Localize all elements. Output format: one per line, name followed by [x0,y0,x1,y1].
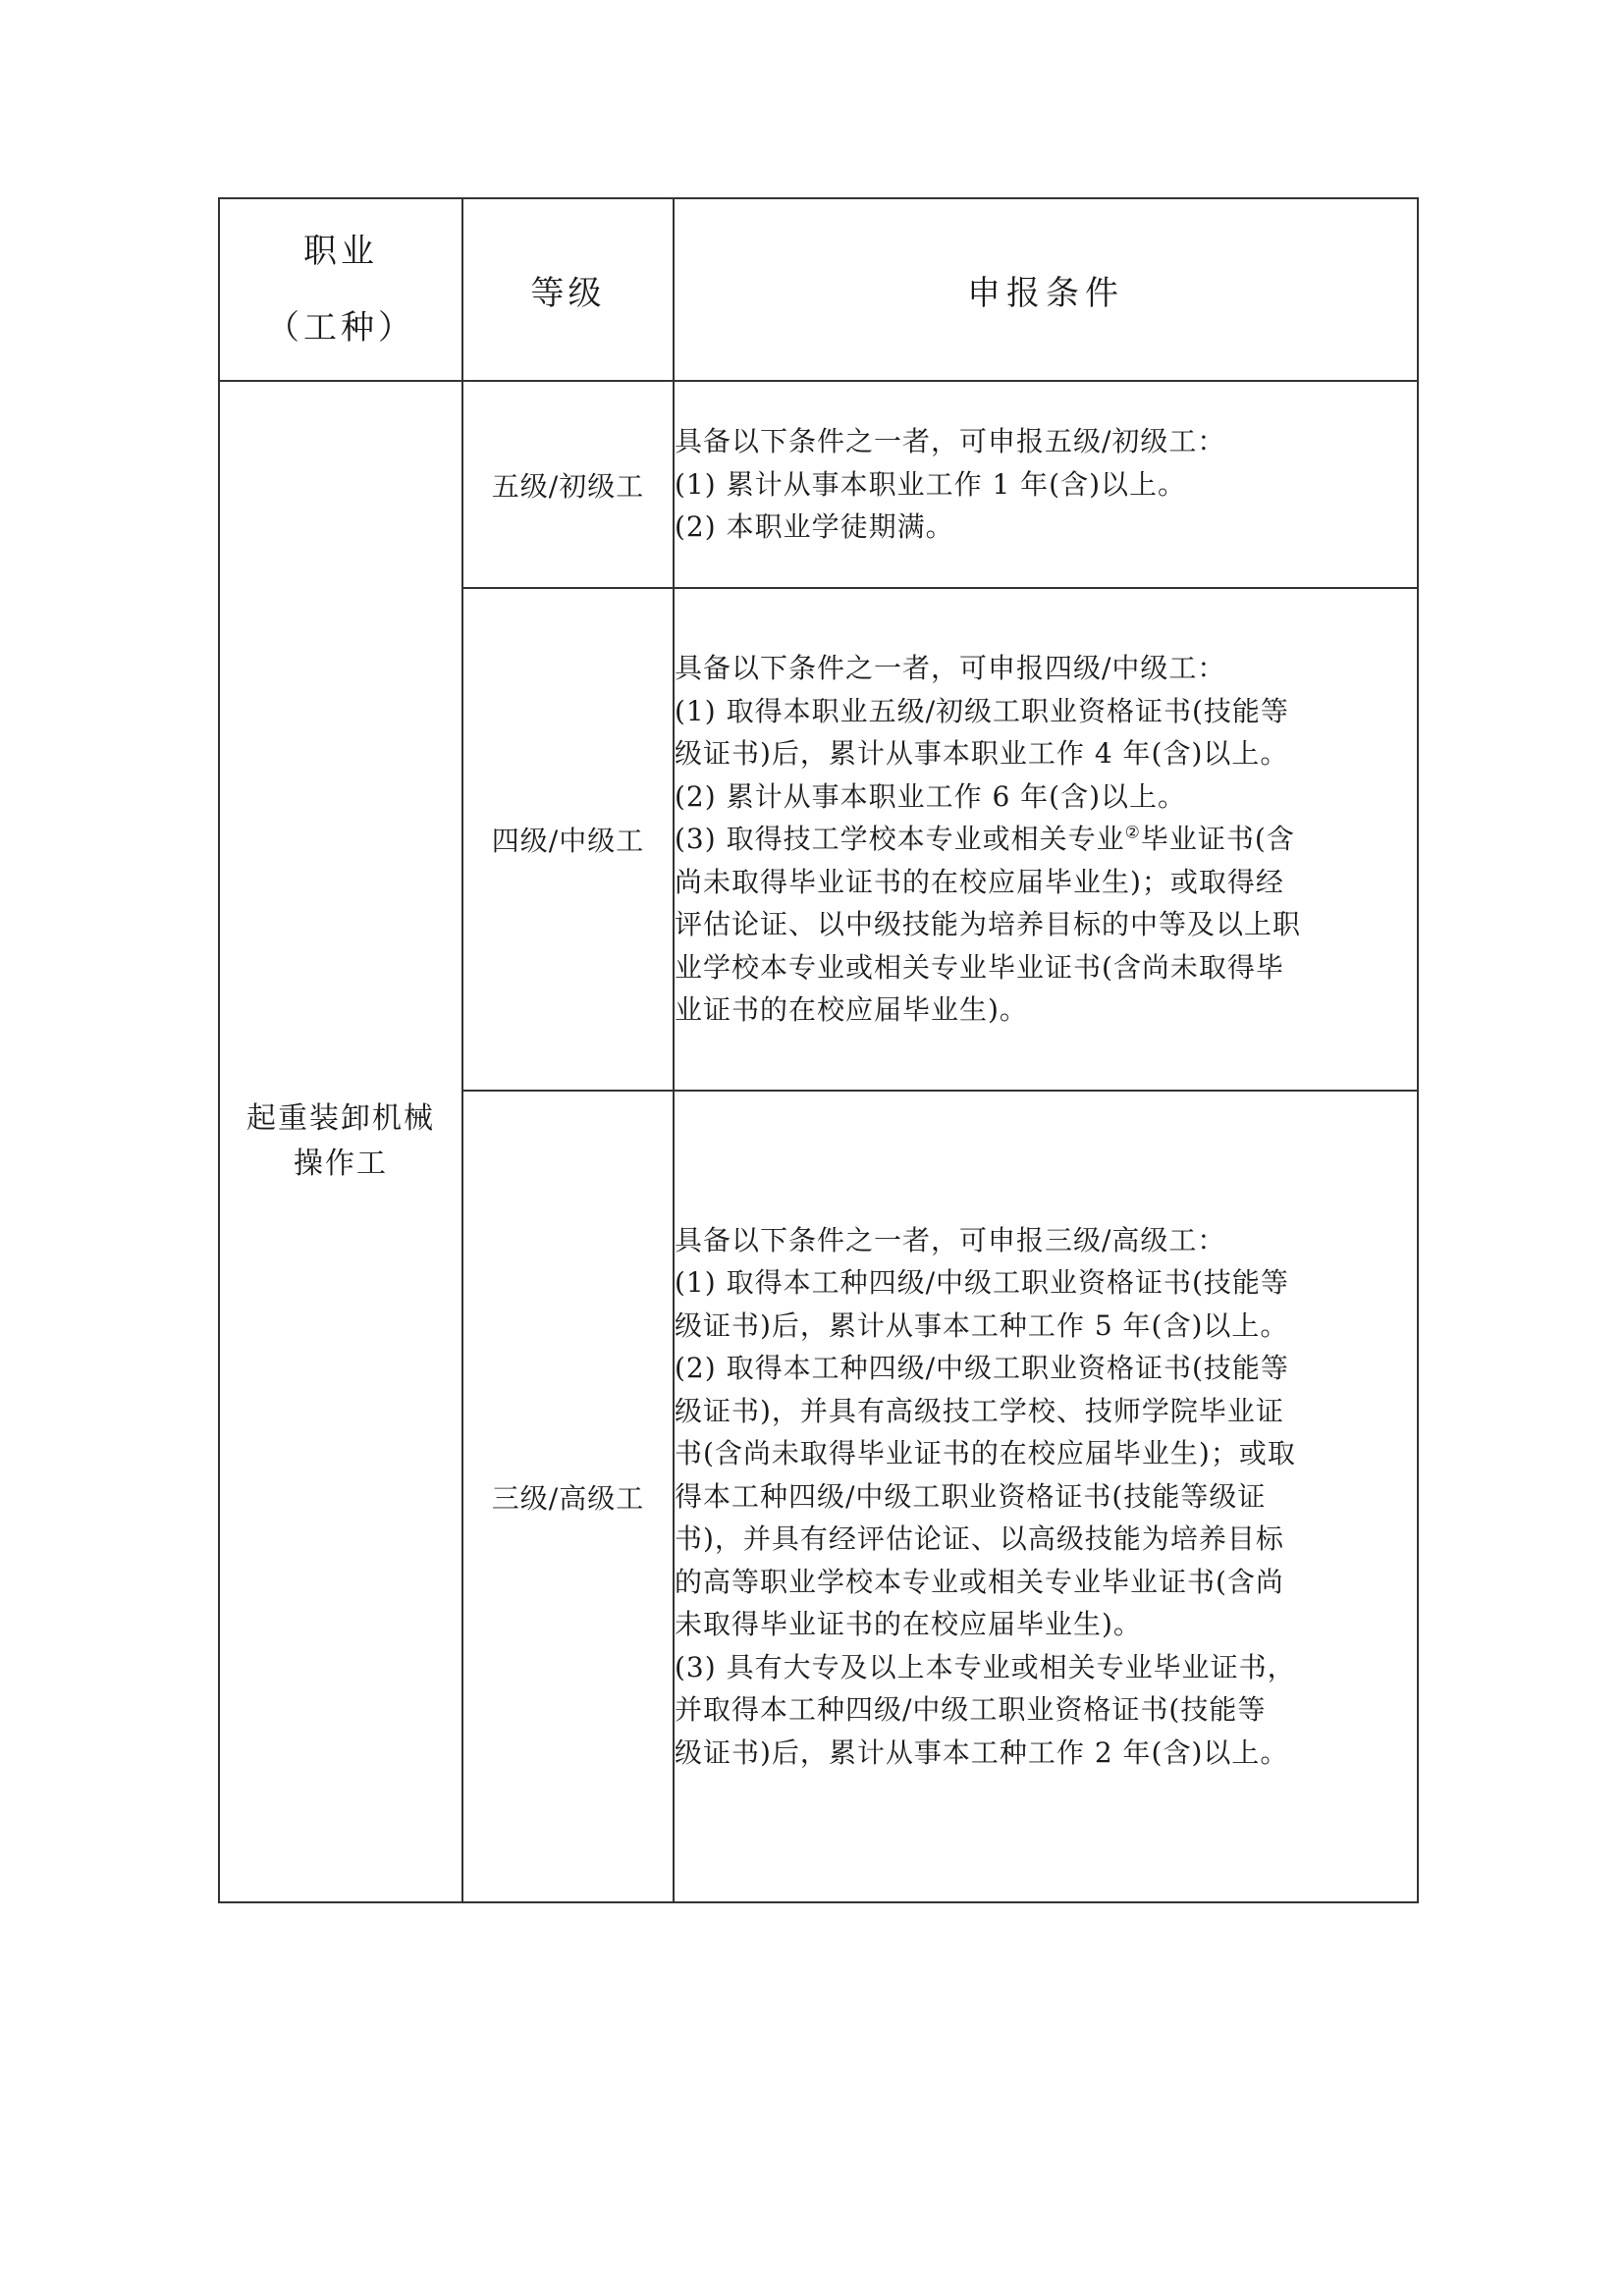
condition-line: (1) 取得本职业五级/初级工职业资格证书(技能等 [675,694,1289,727]
table-header-row [219,198,1418,381]
occupation-name-line1: 起重装卸机械 [246,1101,435,1136]
condition-line: 尚未取得毕业证书的在校应届毕业生)；或取得经 [675,865,1284,898]
level-cell: 五级/初级工 [462,381,674,588]
condition-line-tail: 毕业证书(含 [1140,823,1295,856]
condition-line: 未取得毕业证书的在校应届毕业生)。 [675,1608,1142,1641]
condition-line: 书(含尚未取得毕业证书的在校应届毕业生)；或取 [675,1437,1296,1470]
condition-line [675,818,1417,861]
condition-line: 具备以下条件之一者，可申报四级/中级工： [675,652,1226,685]
occupation-cell [219,381,462,1902]
condition-line: (2) 本职业学徒期满。 [675,510,954,544]
condition-line: 具备以下条件之一者，可申报五级/初级工： [675,425,1226,458]
condition-line: 具备以下条件之一者，可申报三级/高级工： [675,1223,1226,1256]
header-occupation-line2: （工种） [266,308,415,347]
header-occupation-line1: 职业 [303,232,378,271]
condition-line: 级证书)后，累计从事本工种工作 2 年(含)以上。 [675,1735,1289,1769]
condition-line: 级证书)后，累计从事本职业工作 4 年(含)以上。 [675,737,1289,771]
condition-line: 业学校本专业或相关专业毕业证书(含尚未取得毕 [675,950,1284,984]
header-occupation [219,198,462,381]
condition-line: 级证书)后，累计从事本工种工作 5 年(含)以上。 [675,1308,1289,1342]
condition-line: (1) 取得本工种四级/中级工职业资格证书(技能等 [675,1266,1289,1300]
condition-line: (3) 具有大专及以上本专业或相关专业毕业证书， [675,1650,1296,1683]
condition-line: 级证书)，并具有高级技工学校、技师学院毕业证 [675,1394,1284,1427]
condition-line: 并取得本工种四级/中级工职业资格证书(技能等 [675,1693,1267,1727]
condition-line: (2) 累计从事本职业工作 6 年(含)以上。 [675,779,1187,813]
condition-line: 业证书的在校应届毕业生)。 [675,993,1028,1027]
level-cell: 三级/高级工 [462,1091,674,1902]
conditions-cell [674,588,1418,1091]
condition-line: 书)，并具有经评估论证、以高级技能为培养目标 [675,1522,1284,1556]
level-cell: 四级/中级工 [462,588,674,1091]
qualification-requirements-table [218,197,1419,1903]
table-row [219,381,1418,588]
conditions-cell [674,381,1418,588]
condition-line: 的高等职业学校本专业或相关专业毕业证书(含尚 [675,1565,1284,1598]
footnote-mark: ② [1124,823,1141,843]
header-level: 等级 [462,198,674,381]
header-conditions: 申报条件 [674,198,1418,381]
occupation-name-line2: 操作工 [294,1147,388,1181]
condition-line: (1) 累计从事本职业工作 1 年(含)以上。 [675,467,1187,501]
condition-line-head: (3) 取得技工学校本专业或相关专业 [675,823,1125,856]
condition-line: 评估论证、以中级技能为培养目标的中等及以上职 [675,908,1302,941]
condition-line: 得本工种四级/中级工职业资格证书(技能等级证 [675,1479,1267,1513]
condition-line: (2) 取得本工种四级/中级工职业资格证书(技能等 [675,1352,1289,1385]
conditions-cell [674,1091,1418,1902]
